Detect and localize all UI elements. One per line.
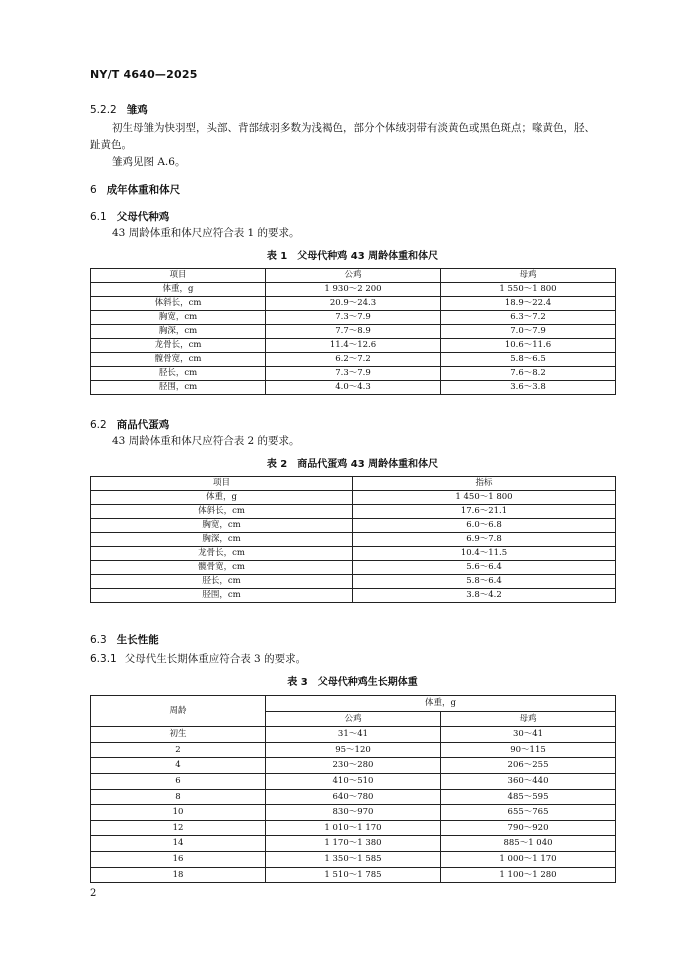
table-row [91,325,616,339]
table-cell: 5.6～6.4 [353,561,616,575]
table-cell: 11.4～12.6 [266,339,441,353]
table-cell: 31～41 [266,727,441,743]
table-cell: 4 [91,758,266,774]
table-cell: 4.0～4.3 [266,381,441,395]
column-header: 母鸡 [441,711,616,727]
table-header-row [91,696,616,712]
table-cell: 1 550～1 800 [441,283,616,297]
table-row [91,505,616,519]
section-6-3-1-paragraph [90,651,306,668]
column-header: 公鸡 [266,269,441,283]
page-number: 2 [90,888,97,899]
table-row [91,851,616,867]
table-cell: 20.9～24.3 [266,297,441,311]
table-cell: 95～120 [266,742,441,758]
table-cell: 7.7～8.9 [266,325,441,339]
table-row [91,773,616,789]
section-text: 父母代生长期体重应符合表 3 的要求。 [124,653,307,665]
table-cell: 初生 [91,727,266,743]
table-row [91,836,616,852]
table-cell: 体斜长，cm [91,505,353,519]
table-cell: 12 [91,820,266,836]
table-cell: 胫长，cm [91,367,266,381]
table-cell: 10.4～11.5 [353,547,616,561]
section-6-heading [90,182,180,197]
table-cell: 体斜长，cm [91,297,266,311]
table-cell: 14 [91,836,266,852]
table-cell: 6.3～7.2 [441,311,616,325]
column-header: 公鸡 [266,711,441,727]
section-6-1-paragraph: 43 周龄体重和体尺应符合表 1 的要求。 [112,227,300,239]
table-cell: 7.0～7.9 [441,325,616,339]
table-cell: 6.2～7.2 [266,353,441,367]
table-row [91,519,616,533]
section-number: 6.3.1 [90,653,117,665]
table-3-caption: 表 3 父母代种鸡生长期体重 [287,677,418,688]
table-cell: 5.8～6.5 [441,353,616,367]
table-3 [90,695,616,883]
table-row [91,820,616,836]
section-6-3-heading [90,632,159,647]
table-cell: 16 [91,851,266,867]
table-row [91,297,616,311]
table-cell: 8 [91,789,266,805]
table-cell: 3.6～3.8 [441,381,616,395]
table-row [91,491,616,505]
section-number: 5.2.2 [90,104,117,116]
section-5-2-2-figure-ref: 雏鸡见图 A.6。 [112,156,186,168]
table-row [91,533,616,547]
table-cell: 230～280 [266,758,441,774]
section-6-1-heading [90,209,169,224]
column-header: 母鸡 [441,269,616,283]
table-cell: 体重，g [91,283,266,297]
table-row [91,561,616,575]
table-cell: 17.6～21.1 [353,505,616,519]
table-row [91,367,616,381]
table-cell: 胫围，cm [91,589,353,603]
table-row [91,575,616,589]
paragraph-line: 趾黄色。 [90,139,132,151]
table-cell: 胸宽，cm [91,311,266,325]
table-cell: 体重，g [91,491,353,505]
table-1-caption: 表 1 父母代种鸡 43 周龄体重和体尺 [266,251,439,262]
table-row [91,589,616,603]
table-cell: 1 000～1 170 [441,851,616,867]
table-row [91,758,616,774]
section-title: 成年体重和体尺 [106,184,181,196]
table-cell: 7.6～8.2 [441,367,616,381]
table-header-row [91,269,616,283]
section-title: 商品代蛋鸡 [116,419,170,431]
table-cell: 胸深，cm [91,325,266,339]
table-cell: 410～510 [266,773,441,789]
paragraph-line: 初生母雏为快羽型，头部、背部绒羽多数为浅褐色，部分个体绒羽带有淡黄色或黑色斑点；喙黄色，胫、 [112,122,595,134]
document-id: NY/T 4640—2025 [90,68,198,81]
table-cell: 6.0～6.8 [353,519,616,533]
column-header: 项目 [91,477,353,491]
section-title: 生长性能 [116,634,159,646]
table-cell: 30～41 [441,727,616,743]
section-number: 6 [90,184,97,196]
section-5-2-2-paragraph [90,120,618,154]
table-cell: 胸深，cm [91,533,353,547]
table-cell: 髋骨宽，cm [91,353,266,367]
table-cell: 胫长，cm [91,575,353,589]
table-row [91,727,616,743]
table-cell: 6 [91,773,266,789]
table-cell: 485～595 [441,789,616,805]
table-cell: 18 [91,867,266,883]
table-cell: 7.3～7.9 [266,311,441,325]
table-1 [90,268,616,395]
table-cell: 10 [91,805,266,821]
table-row [91,381,616,395]
table-cell: 胸宽，cm [91,519,353,533]
table-header-row [91,477,616,491]
table-cell: 龙骨长，cm [91,547,353,561]
table-cell: 640～780 [266,789,441,805]
table-row [91,339,616,353]
section-6-2-paragraph: 43 周龄体重和体尺应符合表 2 的要求。 [112,435,300,447]
table-cell: 18.9～22.4 [441,297,616,311]
section-number: 6.1 [90,211,107,223]
table-row [91,353,616,367]
table-cell: 655～765 [441,805,616,821]
table-cell: 90～115 [441,742,616,758]
table-cell: 885～1 040 [441,836,616,852]
table-cell: 360～440 [441,773,616,789]
table-row [91,283,616,297]
section-6-2-heading [90,417,169,432]
column-header: 指标 [353,477,616,491]
table-2-caption: 表 2 商品代蛋鸡 43 周龄体重和体尺 [266,459,439,470]
section-title: 父母代种鸡 [116,211,170,223]
table-row [91,311,616,325]
table-cell: 206～255 [441,758,616,774]
column-header: 周龄 [91,696,266,727]
table-cell: 6.9～7.8 [353,533,616,547]
section-title: 雏鸡 [126,104,148,116]
table-cell: 髋骨宽，cm [91,561,353,575]
section-5-2-2-heading [90,102,148,117]
table-cell: 1 170～1 380 [266,836,441,852]
table-row [91,547,616,561]
table-cell: 3.8～4.2 [353,589,616,603]
table-cell: 1 010～1 170 [266,820,441,836]
table-cell: 1 350～1 585 [266,851,441,867]
column-header: 项目 [91,269,266,283]
table-cell: 830～970 [266,805,441,821]
table-cell: 2 [91,742,266,758]
table-row [91,742,616,758]
section-number: 6.2 [90,419,107,431]
table-cell: 7.3～7.9 [266,367,441,381]
table-cell: 1 100～1 280 [441,867,616,883]
section-number: 6.3 [90,634,107,646]
table-cell: 1 450～1 800 [353,491,616,505]
table-cell: 龙骨长，cm [91,339,266,353]
table-cell: 1 510～1 785 [266,867,441,883]
table-cell: 10.6～11.6 [441,339,616,353]
table-row [91,867,616,883]
table-cell: 5.8～6.4 [353,575,616,589]
table-cell: 790～920 [441,820,616,836]
table-cell: 1 930～2 200 [266,283,441,297]
column-header: 体重，g [266,696,616,712]
table-2 [90,476,616,603]
table-cell: 胫围，cm [91,381,266,395]
table-row [91,789,616,805]
table-row [91,805,616,821]
